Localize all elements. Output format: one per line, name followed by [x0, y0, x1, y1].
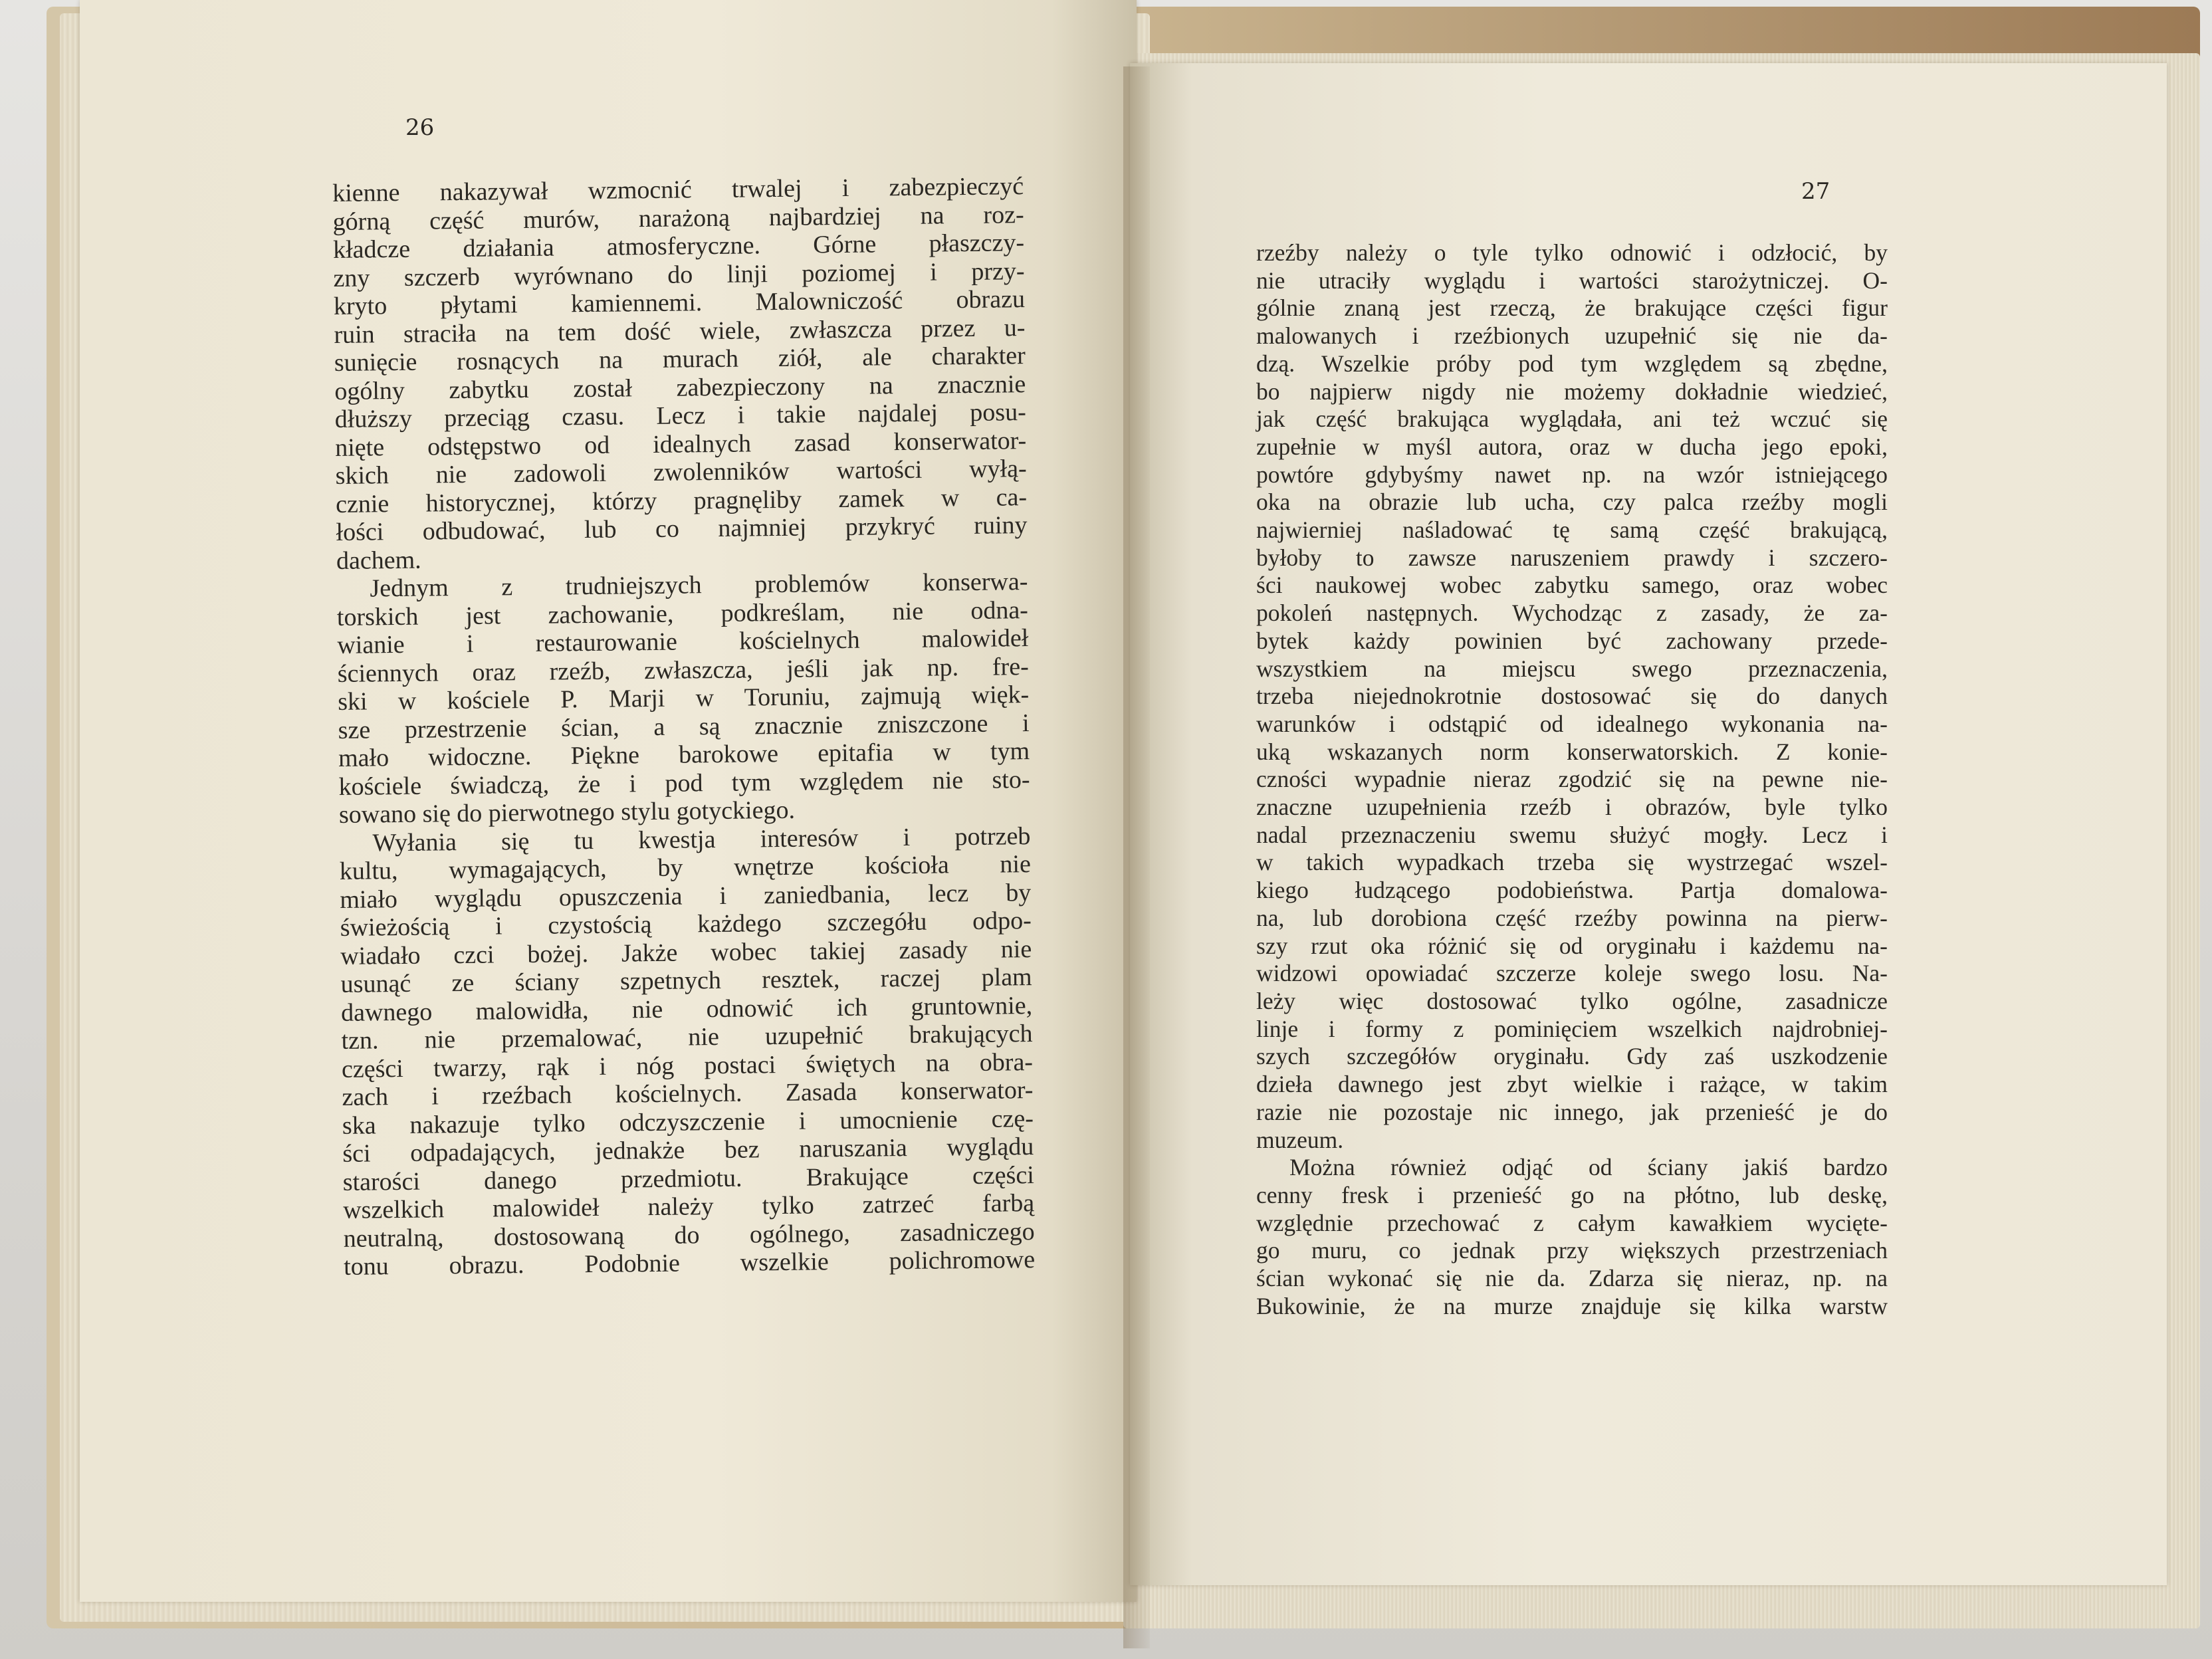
text-line: ski w kościele P. Marji w Toruniu, zajmują więk- [338, 681, 1030, 716]
book-gutter [1123, 66, 1150, 1648]
text-line: jak część brakująca wyglądała, ani też wczuć się [1256, 405, 1888, 433]
text-line: torskich jest zachowanie, podkreślam, nie odna- [336, 596, 1029, 631]
text-line: zny szczerb wyrównano do linji poziomej i przy- [333, 257, 1025, 292]
text-line: kultu, wymagających, by wnętrze kościoła nie [339, 850, 1032, 885]
text-line: Jednym z trudniejszych problemów konserwa- [370, 568, 1028, 603]
text-line: ści naukowej wobec zabytku samego, oraz wobec [1256, 572, 1888, 599]
text-line: dzieła dawnego jest zbyt wielkie i rażące, w takim [1256, 1071, 1888, 1098]
text-line: neutralną, dostosowaną do ogólnego, zasadniczego [343, 1217, 1035, 1253]
text-line: mało widoczne. Piękne barokowe epitafia w tym [338, 737, 1030, 772]
text-line: miało wyglądu opuszczenia i zaniedbania, lecz by [340, 878, 1032, 914]
text-line: dachem. [336, 546, 421, 575]
text-line: Można również odjąć od ściany jakiś bardzo [1289, 1154, 1888, 1181]
text-line: ska nakazuje tylko odczyszczenie i umocnienie czę- [342, 1104, 1034, 1140]
text-line: kryto płytami kamiennemi. Malowniczość obrazu [333, 285, 1026, 320]
text-line: nadal przeznaczeniu swemu służyć mogły. Lecz i [1256, 821, 1888, 848]
text-line: muzeum. [1256, 1126, 1344, 1153]
text-line: na, lub dorobiona część rzeźby powinna na pierw- [1256, 904, 1888, 931]
text-line: razie nie pozostaje nic innego, jak przenieść je do [1256, 1098, 1888, 1125]
text-line: oka na obrazie lub ucha, czy palca rzeźby mogli [1256, 489, 1888, 516]
text-line: pokoleń następnych. Wychodząc z zasady, że za- [1256, 600, 1888, 627]
text-line: czności wypadnie nieraz zgodzić się na pewne nie- [1256, 766, 1888, 793]
text-line: rzeźby należy o tyle tylko odnowić i odzłocić, by [1256, 239, 1888, 266]
text-line: cenny fresk i przenieść go na płótno, lub deskę, [1256, 1181, 1888, 1208]
text-line: usunąć ze ściany szpetnych resztek, raczej plam [340, 963, 1032, 998]
text-line: sowano się do pierwotnego stylu gotyckiego. [338, 796, 796, 829]
right-page-number: 27 [1801, 178, 1830, 205]
text-line: linje i formy z pominięciem wszelkich najdrobniej- [1256, 1015, 1888, 1042]
text-line: byłoby to zawsze naruszeniem prawdy i szczero- [1256, 544, 1888, 571]
text-line: górną część murów, narażoną najbardziej na roz- [332, 200, 1024, 236]
text-line: sunięcie rosnących na murach ziół, ale charakter [334, 342, 1026, 377]
text-line: tzn. nie przemalować, nie uzupełnić brakujących [341, 1020, 1033, 1055]
text-line: świeżością i czystością każdego szczegółu odpo- [340, 907, 1032, 942]
text-line: trzeba niejednokrotnie dostosować się do danych [1256, 683, 1888, 710]
left-page-number: 26 [405, 114, 435, 141]
text-line: względnie przechować z całym kawałkiem wycięte- [1256, 1209, 1888, 1236]
text-line: dawnego malowidła, nie odnowić ich gruntownie, [340, 991, 1033, 1027]
text-line: kienne nakazywał wzmocnić trwalej i zabezpieczyć [332, 172, 1024, 207]
text-line: ści odpadających, jednakże bez naruszania wyglądu [342, 1133, 1034, 1168]
text-line: wiadało czci bożej. Jakże wobec takiej zasady nie [340, 935, 1032, 970]
text-line: nie utraciły wyglądu i wartości starożytniczej. O- [1256, 267, 1888, 294]
text-line: Wyłania się tu kwestja interesów i potrzeb [372, 822, 1031, 857]
text-line: wszelkich malowideł należy tylko zatrzeć farbą [343, 1189, 1035, 1224]
text-line: zach i rzeźbach kościelnych. Zasada konserwator- [342, 1076, 1034, 1111]
text-line: kiego łudzącego podobieństwa. Partja domalowa- [1256, 877, 1888, 904]
text-line: tonu obrazu. Podobnie wszelkie polichromowe [343, 1246, 1036, 1281]
text-line: kładcze działania atmosferyczne. Górne płaszczy- [332, 229, 1025, 264]
text-line: w takich wypadkach trzeba się wystrzegać wszel- [1256, 849, 1888, 876]
text-line: leży więc dostosować tylko ogólne, zasadnicze [1256, 987, 1888, 1014]
text-line: kościele świadczą, że i pod tym względem nie sto- [338, 765, 1030, 801]
text-line: wianie i restaurowanie kościelnych malowideł [337, 624, 1029, 659]
text-line: łości odbudować, lub co najmniej przykryć ruiny [336, 511, 1028, 546]
text-line: Bukowinie, że na murze znajduje się kilka warstw [1256, 1292, 1888, 1319]
text-line: cznie historycznej, którzy pragnęliby zamek w ca- [335, 483, 1028, 518]
text-line: gólnie znaną jest rzeczą, że brakujące części figur [1256, 294, 1888, 322]
text-line: widzowi opowiadać szczerze koleje swego losu. Na- [1256, 960, 1888, 987]
text-line: dzą. Wszelkie próby pod tym względem są zbędne, [1256, 350, 1888, 377]
left-page-text [332, 172, 1035, 1281]
text-line: uką wskazanych norm konserwatorskich. Z konie- [1256, 738, 1888, 765]
text-line: zupełnie w myśl autora, oraz w ducha jego epoki, [1256, 433, 1888, 460]
text-line: ściennych oraz rzeźb, zwłaszcza, jeśli jak np. fre- [337, 652, 1029, 688]
text-line: starości danego przedmiotu. Brakujące części [342, 1161, 1034, 1196]
text-line: szy rzut oka różnić się od oryginału i każdemu na- [1256, 932, 1888, 959]
text-line: bytek każdy powinien być zachowany przede- [1256, 627, 1888, 654]
text-line: malowanych i rzeźbionych uzupełnić się nie da- [1256, 322, 1888, 350]
text-line: znaczne uzupełnienia rzeźb i obrazów, byle tylko [1256, 794, 1888, 821]
text-line: ścian wykonać się nie da. Zdarza się nieraz, np. na [1256, 1265, 1888, 1292]
text-line: dłuższy przeciąg czasu. Lecz i takie najdalej posu- [334, 398, 1026, 433]
text-line: warunków i odstąpić od idealnego wykonania na- [1256, 710, 1888, 737]
text-line: sze przestrzenie ścian, a są znacznie zniszczone i [338, 709, 1030, 744]
text-line: ogólny zabytku został zabezpieczony na znacznie [334, 370, 1026, 405]
text-line: powtóre gdybyśmy nawet np. na wzór istniejącego [1256, 461, 1888, 488]
text-line: szych szczegółów oryginału. Gdy zaś uszkodzenie [1256, 1043, 1888, 1070]
text-line: go muru, co jednak przy większych przestrzeniach [1256, 1237, 1888, 1264]
text-line: skich nie zadowoli zwolenników wartości wyłą- [335, 455, 1027, 490]
text-line: nięte odstępstwo od idealnych zasad konserwator- [335, 426, 1027, 462]
text-line: części twarzy, rąk i nóg postaci świętych na obra- [341, 1048, 1034, 1083]
text-line: najwierniej naśladować tę samą część brakującą, [1256, 516, 1888, 544]
text-line: bo najpierw nigdy nie możemy dokładnie wiedzieć, [1256, 378, 1888, 405]
text-line: ruin straciła na tem dość wiele, zwłaszcza przez u- [334, 313, 1026, 349]
right-page-text [1256, 239, 1888, 1320]
text-line: wszystkiem na miejscu swego przeznaczenia, [1256, 655, 1888, 682]
